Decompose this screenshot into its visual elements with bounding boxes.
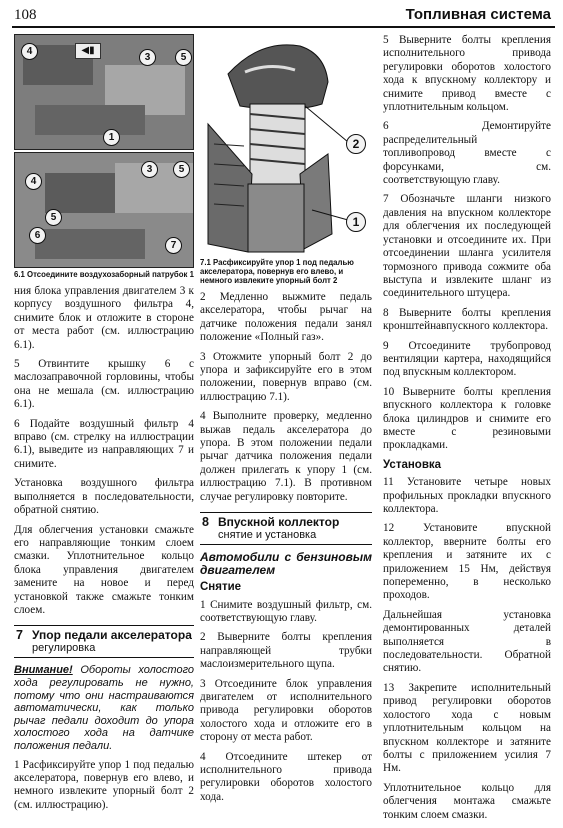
paragraph: 4 Отсоедините штекер от исполнительного привода регулировки оборотов холостого хода. bbox=[200, 750, 372, 803]
callout-label: 5 bbox=[175, 49, 192, 66]
subheading-removal: Снятие bbox=[200, 581, 242, 594]
section-title: Впускной коллектор bbox=[218, 515, 340, 530]
callout-label: 3 bbox=[139, 49, 156, 66]
warning-note bbox=[14, 664, 194, 752]
callout-label: 4 bbox=[25, 173, 42, 190]
section-subtitle: регулировка bbox=[32, 642, 96, 655]
paragraph: 3 Отсоедините блок управления двигателем от исполнительного привода регулировки оборотов холостого хода и отложите его в сторону от места работ. bbox=[200, 677, 372, 744]
paragraph: Для облегчения установки смажьте его направляющие тонким слоем смазки. Уплотнительное кольцо блока управления двигателем замените на новое и перед установкой также смажьте тонким слоем. bbox=[14, 523, 194, 616]
figure-caption: 7.1 Расфиксируйте упор 1 под педалью акселератора, повернув его влево, и немного извлеките упорный болт 2 bbox=[200, 258, 354, 285]
column-left bbox=[14, 34, 194, 818]
warning-text: Обороты холостого хода регулировать не нужно, потому что они настраиваются автоматически, как только рычаг педали доходит до упора холостого хода на датчике положения педали. bbox=[14, 664, 194, 752]
callout-label: 4 bbox=[21, 43, 38, 60]
callout-label: 5 bbox=[173, 161, 190, 178]
paragraph: 13 Закрепите исполнительный привод регулировки оборотов холостого хода с новым уплотнительным кольцом на впускном коллекторе и затяните болты с приложением усилия 7 Нм. bbox=[383, 681, 551, 775]
warning-label: Внимание! bbox=[14, 664, 73, 677]
paragraph: 9 Отсоедините трубопровод вентиляции картера, находящийся под впускным коллектором. bbox=[383, 339, 551, 379]
paragraph: Уплотнительное кольцо для облегчения монтажа смажьте тонким слоем смазки. bbox=[383, 781, 551, 821]
arrow-left-icon: ◀▮ bbox=[75, 43, 101, 59]
subheading: Автомобили с бензиновым двигателем bbox=[200, 550, 372, 578]
callout-label: 7 bbox=[165, 237, 182, 254]
subheading-install: Установка bbox=[383, 458, 442, 471]
paragraph: 5 Отвинтите крышку 6 с маслозаправочной горловины, чтобы она не мешала (см. иллюстрацию 6.1). bbox=[14, 358, 194, 411]
paragraph: 2 Выверните болты крепления направляющей трубки маслоизмерительного щупа. bbox=[200, 631, 372, 671]
section-subtitle: снятие и установка bbox=[218, 529, 317, 542]
paragraph: Дальнейшая установка демонтированных деталей выполняется в последовательности. Обратной снятию. bbox=[383, 608, 551, 675]
page-number: 108 bbox=[14, 7, 37, 23]
column-middle bbox=[200, 34, 372, 810]
callout-label: 1 bbox=[103, 129, 120, 146]
paragraph: 12 Установите впускной коллектор, вверните болты его крепления и затяните их с приложением 15 Нм, действуя попеременно, в несколько проходов. bbox=[383, 522, 551, 602]
callout-label: 5 bbox=[45, 209, 62, 226]
paragraph: 3 Отожмите упорный болт 2 до упора и зафиксируйте его в этом положении, повернув вправо (см. иллюстрацию 7.1). bbox=[200, 350, 372, 403]
section-heading bbox=[14, 625, 194, 658]
callout-label: 2 bbox=[346, 134, 366, 154]
paragraph: 10 Выверните болты крепления впускного коллектора к головке блока цилиндров и снимите его вместе с резиновыми прокладками. bbox=[383, 385, 551, 452]
callout-label: 6 bbox=[29, 227, 46, 244]
column-right bbox=[383, 34, 551, 828]
paragraph: 7 Обозначьте шланги низкого давления на впускном коллекторе для облегчения их последующей установки и отсоедините их. При отсоединении шланга усилителя тормозного привода сожмите оба выступа и извлеките шланг из соединительного штуцера. bbox=[383, 193, 551, 300]
section-number: 7 bbox=[16, 628, 23, 643]
section-heading bbox=[200, 512, 372, 545]
paragraph: 4 Выполните проверку, медленно выжав педаль акселератора до упора. В этом положении педали рычаг датчика положения педали должен прилегать к упору 1 (см. иллюстрацию 7.1). В противном случае регулировку повторите. bbox=[200, 410, 372, 503]
section-number: 8 bbox=[202, 515, 209, 530]
callout-label: 3 bbox=[141, 161, 158, 178]
paragraph: 1 Расфиксируйте упор 1 под педалью акселератора, повернув его влево, и немного извлеките упорный болт 2 (см. иллюстрацию). bbox=[14, 758, 194, 811]
figure-caption: 6.1 Отсоедините воздухозаборный патрубок 1 bbox=[14, 270, 194, 279]
diagram-pedal-stop bbox=[200, 34, 372, 256]
page-header bbox=[12, 4, 555, 28]
paragraph: 11 Установите четыре новых профильных прокладки впускного коллектора. bbox=[383, 476, 551, 515]
paragraph: ния блока управления двигателем 3 к корпусу воздушного фильтра 4, снимите блок и отложите в стороне от места работ (см. иллюстрацию 6.1). bbox=[14, 285, 194, 351]
paragraph: 1 Снимите воздушный фильтр, см. соответствующую главу. bbox=[200, 598, 372, 624]
paragraph: 6 Демонтируйте распределительный топливопровод вместе с форсунками, см. соответствующую главу. bbox=[383, 120, 551, 187]
section-title: Упор педали акселератора bbox=[32, 628, 192, 643]
photo-engine-top bbox=[14, 34, 194, 150]
chapter-title: Топливная система bbox=[405, 6, 551, 23]
paragraph: 2 Медленно выжмите педаль акселератора, чтобы рычаг на датчике положения педали занял положение «Полный газ». bbox=[200, 291, 372, 344]
paragraph: 6 Подайте воздушный фильтр 4 вправо (см. стрелку на иллюстрации 6.1), выведите из направляющих 7 и снимите. bbox=[14, 417, 194, 470]
photo-engine-bottom bbox=[14, 152, 194, 268]
paragraph: 8 Выверните болты крепления кронштейнавпускного коллектора. bbox=[383, 306, 551, 333]
callout-label: 1 bbox=[346, 212, 366, 232]
paragraph: 5 Выверните болты крепления исполнительного привода регулировки оборотов холостого хода к впускному коллектору и снимите привод вместе с уплотнительным кольцом. bbox=[383, 34, 551, 114]
paragraph: Установка воздушного фильтра выполняется в последовательности, обратной снятию. bbox=[14, 477, 194, 517]
